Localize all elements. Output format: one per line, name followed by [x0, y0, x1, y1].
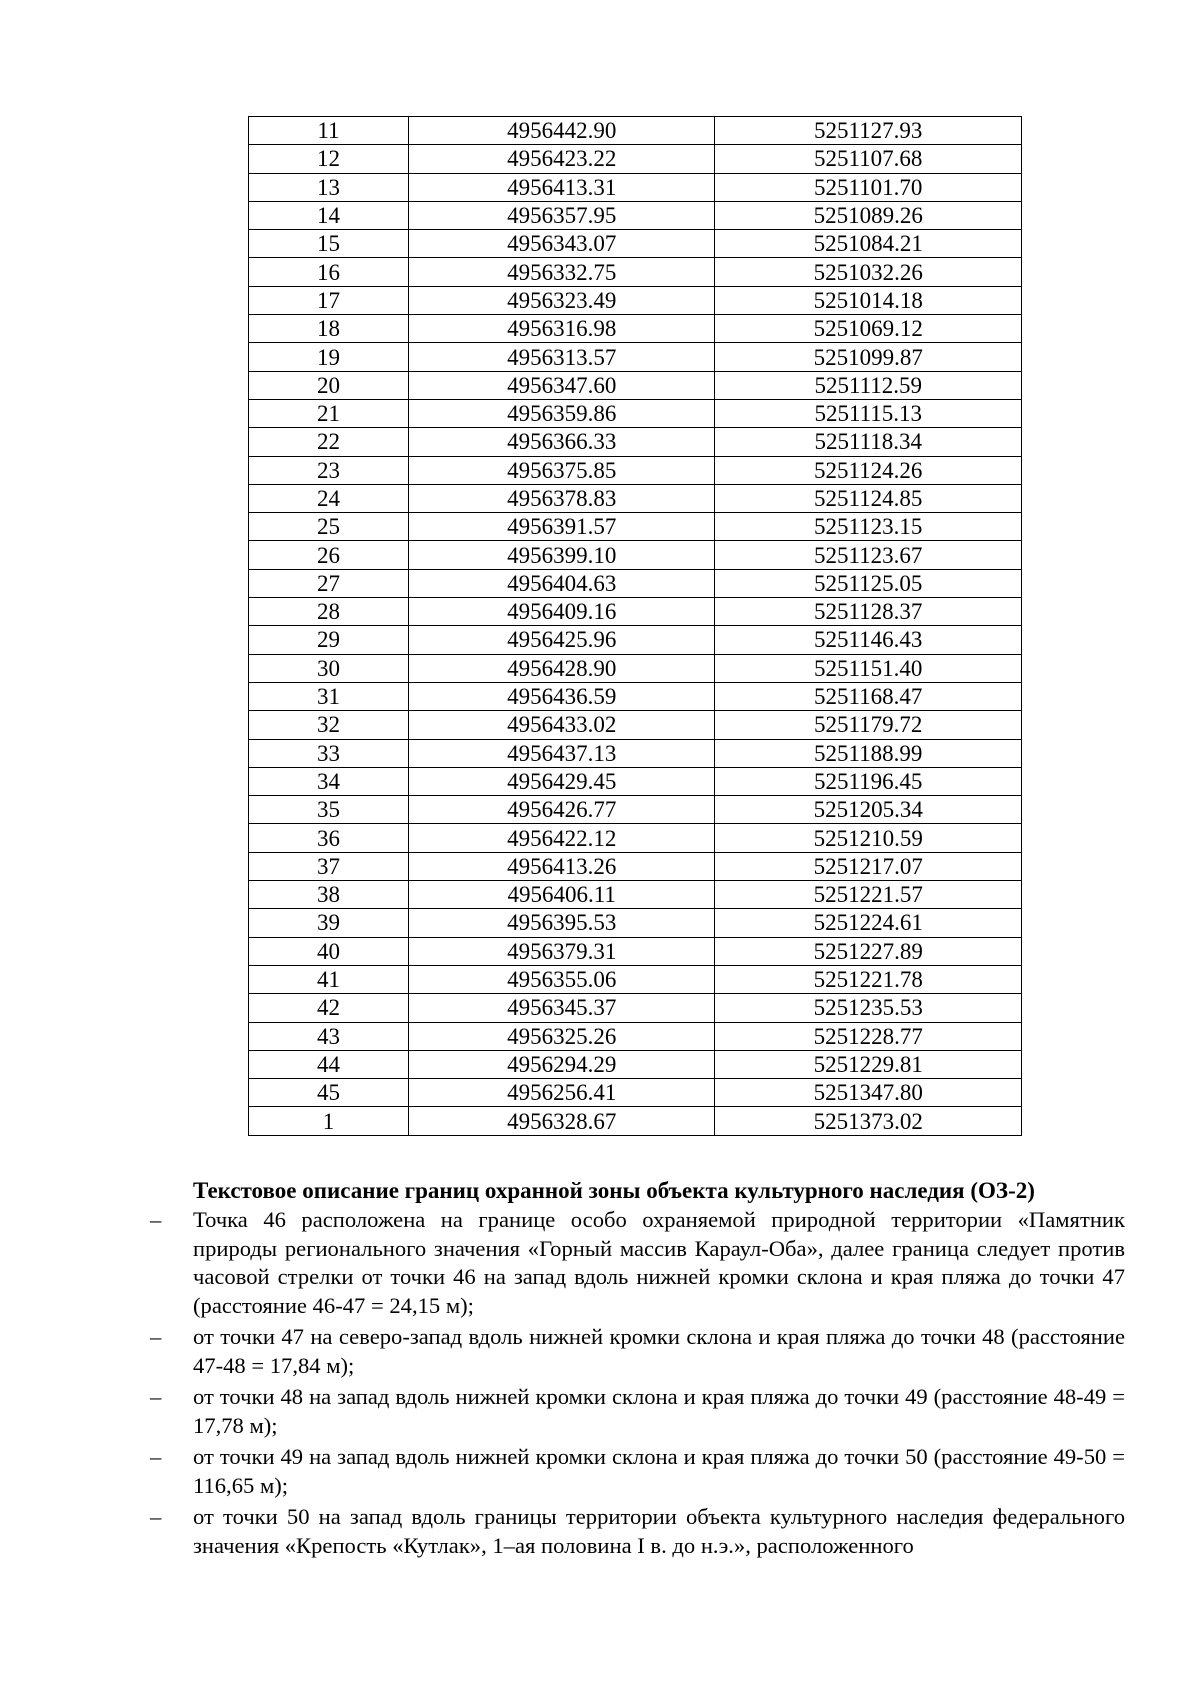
- point-number-cell: 37: [249, 852, 409, 880]
- table-row: [249, 230, 1022, 258]
- y-coordinate-cell: 5251221.78: [715, 965, 1022, 993]
- y-coordinate-cell: 5251123.67: [715, 541, 1022, 569]
- point-number-cell: 31: [249, 682, 409, 710]
- table-row: [249, 824, 1022, 852]
- x-coordinate-cell: 4956406.11: [408, 881, 715, 909]
- dash-bullet: –: [150, 1504, 162, 1529]
- x-coordinate-cell: 4956413.26: [408, 852, 715, 880]
- y-coordinate-cell: 5251128.37: [715, 598, 1022, 626]
- description-item: [150, 1383, 1125, 1440]
- table-row: [249, 145, 1022, 173]
- dash-bullet: –: [150, 1207, 162, 1232]
- section-title: Текстовое описание границ охранной зоны объекта культурного наследия (ОЗ-2): [193, 1178, 1035, 1203]
- point-number-cell: 23: [249, 456, 409, 484]
- description-item-text: от точки 49 на запад вдоль нижней кромки склона и края пляжа до точки 50 (расстояние 49-50 = 116,65 м);: [193, 1444, 1125, 1498]
- point-number-cell: 29: [249, 626, 409, 654]
- table-row: [249, 258, 1022, 286]
- point-number-cell: 27: [249, 569, 409, 597]
- table-row: [249, 286, 1022, 314]
- point-number-cell: 44: [249, 1050, 409, 1078]
- y-coordinate-cell: 5251124.85: [715, 484, 1022, 512]
- x-coordinate-cell: 4956379.31: [408, 937, 715, 965]
- table-row: [249, 343, 1022, 371]
- table-row: [249, 1079, 1022, 1107]
- description-item: [150, 1323, 1125, 1380]
- y-coordinate-cell: 5251227.89: [715, 937, 1022, 965]
- y-coordinate-cell: 5251217.07: [715, 852, 1022, 880]
- coordinates-table: [248, 116, 1022, 1136]
- x-coordinate-cell: 4956332.75: [408, 258, 715, 286]
- point-number-cell: 40: [249, 937, 409, 965]
- table-row: [249, 994, 1022, 1022]
- description-item: [150, 1503, 1125, 1560]
- x-coordinate-cell: 4956323.49: [408, 286, 715, 314]
- y-coordinate-cell: 5251224.61: [715, 909, 1022, 937]
- description-item-text: Точка 46 расположена на границе особо охраняемой природной территории «Памятник природы регионального значения «Горный массив Караул-Оба», далее граница следует против часовой стрелки от точки 46 на запад вдоль нижней кромки склона и края пляжа до точки 47 (расстояние 46-47 = 24,15 м);: [193, 1207, 1125, 1318]
- table-row: [249, 456, 1022, 484]
- point-number-cell: 35: [249, 796, 409, 824]
- y-coordinate-cell: 5251205.34: [715, 796, 1022, 824]
- point-number-cell: 17: [249, 286, 409, 314]
- table-row: [249, 598, 1022, 626]
- point-number-cell: 19: [249, 343, 409, 371]
- x-coordinate-cell: 4956437.13: [408, 739, 715, 767]
- x-coordinate-cell: 4956316.98: [408, 315, 715, 343]
- point-number-cell: 18: [249, 315, 409, 343]
- point-number-cell: 26: [249, 541, 409, 569]
- point-number-cell: 45: [249, 1079, 409, 1107]
- description-item-text: от точки 48 на запад вдоль нижней кромки склона и края пляжа до точки 49 (расстояние 48-49 = 17,78 м);: [193, 1384, 1125, 1438]
- x-coordinate-cell: 4956375.85: [408, 456, 715, 484]
- point-number-cell: 24: [249, 484, 409, 512]
- description-list: [150, 1206, 1125, 1563]
- x-coordinate-cell: 4956413.31: [408, 173, 715, 201]
- y-coordinate-cell: 5251124.26: [715, 456, 1022, 484]
- x-coordinate-cell: 4956359.86: [408, 399, 715, 427]
- point-number-cell: 39: [249, 909, 409, 937]
- table-row: [249, 484, 1022, 512]
- point-number-cell: 34: [249, 767, 409, 795]
- table-row: [249, 711, 1022, 739]
- table-row: [249, 965, 1022, 993]
- table-row: [249, 937, 1022, 965]
- y-coordinate-cell: 5251179.72: [715, 711, 1022, 739]
- y-coordinate-cell: 5251146.43: [715, 626, 1022, 654]
- dash-bullet: –: [150, 1324, 162, 1349]
- table-row: [249, 739, 1022, 767]
- x-coordinate-cell: 4956399.10: [408, 541, 715, 569]
- point-number-cell: 16: [249, 258, 409, 286]
- point-number-cell: 36: [249, 824, 409, 852]
- y-coordinate-cell: 5251228.77: [715, 1022, 1022, 1050]
- x-coordinate-cell: 4956436.59: [408, 682, 715, 710]
- point-number-cell: 20: [249, 371, 409, 399]
- x-coordinate-cell: 4956426.77: [408, 796, 715, 824]
- y-coordinate-cell: 5251032.26: [715, 258, 1022, 286]
- y-coordinate-cell: 5251229.81: [715, 1050, 1022, 1078]
- x-coordinate-cell: 4956433.02: [408, 711, 715, 739]
- point-number-cell: 42: [249, 994, 409, 1022]
- x-coordinate-cell: 4956404.63: [408, 569, 715, 597]
- table-row: [249, 1050, 1022, 1078]
- x-coordinate-cell: 4956409.16: [408, 598, 715, 626]
- table-row: [249, 796, 1022, 824]
- point-number-cell: 22: [249, 428, 409, 456]
- x-coordinate-cell: 4956391.57: [408, 513, 715, 541]
- description-item-text: от точки 50 на запад вдоль границы территории объекта культурного наследия федерального значения «Крепость «Кутлак», 1–ая половина I в. до н.э.», расположенного: [193, 1504, 1125, 1558]
- point-number-cell: 14: [249, 201, 409, 229]
- x-coordinate-cell: 4956428.90: [408, 654, 715, 682]
- description-item: [150, 1206, 1125, 1320]
- x-coordinate-cell: 4956357.95: [408, 201, 715, 229]
- y-coordinate-cell: 5251347.80: [715, 1079, 1022, 1107]
- x-coordinate-cell: 4956294.29: [408, 1050, 715, 1078]
- dash-bullet: –: [150, 1384, 162, 1409]
- x-coordinate-cell: 4956422.12: [408, 824, 715, 852]
- point-number-cell: 38: [249, 881, 409, 909]
- table-row: [249, 767, 1022, 795]
- point-number-cell: 15: [249, 230, 409, 258]
- x-coordinate-cell: 4956345.37: [408, 994, 715, 1022]
- x-coordinate-cell: 4956429.45: [408, 767, 715, 795]
- table-row: [249, 428, 1022, 456]
- table-row: [249, 569, 1022, 597]
- coordinates-table-body: [249, 117, 1022, 1136]
- point-number-cell: 30: [249, 654, 409, 682]
- x-coordinate-cell: 4956343.07: [408, 230, 715, 258]
- y-coordinate-cell: 5251373.02: [715, 1107, 1022, 1135]
- table-row: [249, 541, 1022, 569]
- point-number-cell: 13: [249, 173, 409, 201]
- x-coordinate-cell: 4956442.90: [408, 117, 715, 145]
- table-row: [249, 909, 1022, 937]
- y-coordinate-cell: 5251125.05: [715, 569, 1022, 597]
- x-coordinate-cell: 4956347.60: [408, 371, 715, 399]
- table-row: [249, 1107, 1022, 1135]
- description-item-text: от точки 47 на северо-запад вдоль нижней кромки склона и края пляжа до точки 48 (расстояние 47-48 = 17,84 м);: [193, 1324, 1125, 1378]
- table-row: [249, 1022, 1022, 1050]
- x-coordinate-cell: 4956328.67: [408, 1107, 715, 1135]
- x-coordinate-cell: 4956325.26: [408, 1022, 715, 1050]
- point-number-cell: 12: [249, 145, 409, 173]
- y-coordinate-cell: 5251168.47: [715, 682, 1022, 710]
- y-coordinate-cell: 5251196.45: [715, 767, 1022, 795]
- y-coordinate-cell: 5251089.26: [715, 201, 1022, 229]
- dash-bullet: –: [150, 1444, 162, 1469]
- point-number-cell: 32: [249, 711, 409, 739]
- table-row: [249, 626, 1022, 654]
- y-coordinate-cell: 5251101.70: [715, 173, 1022, 201]
- table-row: [249, 852, 1022, 880]
- table-row: [249, 371, 1022, 399]
- x-coordinate-cell: 4956366.33: [408, 428, 715, 456]
- y-coordinate-cell: 5251099.87: [715, 343, 1022, 371]
- y-coordinate-cell: 5251107.68: [715, 145, 1022, 173]
- x-coordinate-cell: 4956378.83: [408, 484, 715, 512]
- y-coordinate-cell: 5251221.57: [715, 881, 1022, 909]
- y-coordinate-cell: 5251118.34: [715, 428, 1022, 456]
- y-coordinate-cell: 5251014.18: [715, 286, 1022, 314]
- point-number-cell: 21: [249, 399, 409, 427]
- point-number-cell: 11: [249, 117, 409, 145]
- y-coordinate-cell: 5251210.59: [715, 824, 1022, 852]
- table-row: [249, 315, 1022, 343]
- point-number-cell: 33: [249, 739, 409, 767]
- x-coordinate-cell: 4956395.53: [408, 909, 715, 937]
- x-coordinate-cell: 4956425.96: [408, 626, 715, 654]
- y-coordinate-cell: 5251188.99: [715, 739, 1022, 767]
- point-number-cell: 25: [249, 513, 409, 541]
- table-row: [249, 682, 1022, 710]
- y-coordinate-cell: 5251235.53: [715, 994, 1022, 1022]
- x-coordinate-cell: 4956313.57: [408, 343, 715, 371]
- y-coordinate-cell: 5251112.59: [715, 371, 1022, 399]
- y-coordinate-cell: 5251084.21: [715, 230, 1022, 258]
- y-coordinate-cell: 5251127.93: [715, 117, 1022, 145]
- point-number-cell: 43: [249, 1022, 409, 1050]
- y-coordinate-cell: 5251115.13: [715, 399, 1022, 427]
- table-row: [249, 399, 1022, 427]
- x-coordinate-cell: 4956256.41: [408, 1079, 715, 1107]
- description-item: [150, 1443, 1125, 1500]
- point-number-cell: 1: [249, 1107, 409, 1135]
- point-number-cell: 28: [249, 598, 409, 626]
- y-coordinate-cell: 5251123.15: [715, 513, 1022, 541]
- table-row: [249, 117, 1022, 145]
- table-row: [249, 201, 1022, 229]
- table-row: [249, 513, 1022, 541]
- table-row: [249, 881, 1022, 909]
- y-coordinate-cell: 5251069.12: [715, 315, 1022, 343]
- table-row: [249, 173, 1022, 201]
- x-coordinate-cell: 4956355.06: [408, 965, 715, 993]
- y-coordinate-cell: 5251151.40: [715, 654, 1022, 682]
- table-row: [249, 654, 1022, 682]
- x-coordinate-cell: 4956423.22: [408, 145, 715, 173]
- point-number-cell: 41: [249, 965, 409, 993]
